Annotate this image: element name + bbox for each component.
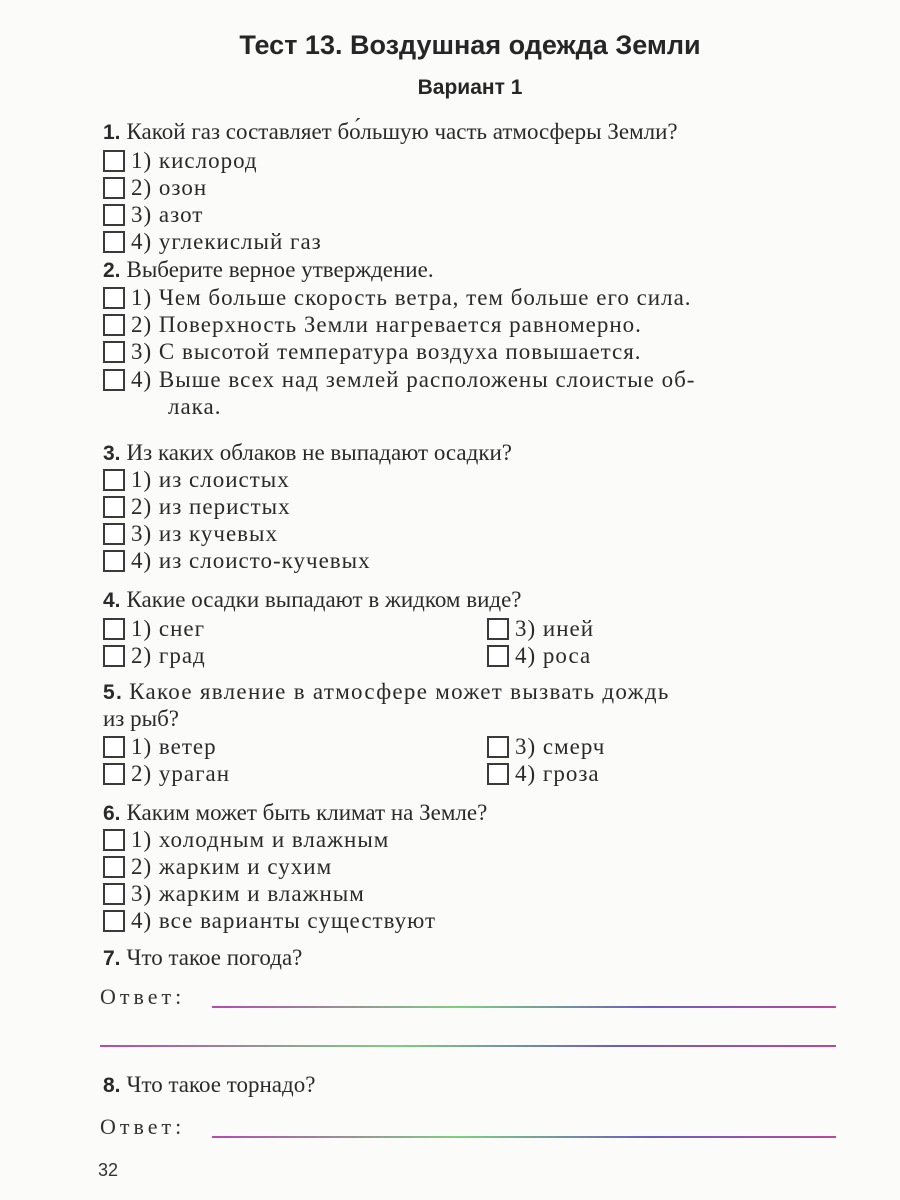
question-3	[103, 439, 512, 467]
option-4-2[interactable]	[103, 642, 206, 669]
checkbox[interactable]	[103, 231, 125, 253]
option-1-1[interactable]	[103, 147, 258, 174]
question-2	[103, 256, 434, 284]
question-8	[103, 1071, 315, 1099]
option-2-4[interactable]	[103, 366, 695, 393]
question-5	[103, 678, 670, 706]
checkbox[interactable]	[103, 645, 125, 667]
question-text: Какие осадки выпадают в жидком виде?	[126, 587, 522, 612]
option-2-3[interactable]	[103, 338, 642, 365]
option-2-1[interactable]	[103, 284, 692, 311]
option-label: 1) кислород	[131, 148, 258, 173]
option-4-3[interactable]	[487, 615, 594, 642]
question-number: 4.	[103, 589, 121, 612]
page-number: 32	[98, 1160, 119, 1180]
option-label: 3) из кучевых	[131, 521, 278, 546]
option-3-3[interactable]	[103, 520, 278, 547]
option-3-1[interactable]	[103, 466, 290, 493]
checkbox[interactable]	[103, 369, 125, 391]
checkbox[interactable]	[487, 618, 509, 640]
question-7	[103, 944, 302, 972]
checkbox[interactable]	[103, 829, 125, 851]
checkbox[interactable]	[103, 496, 125, 518]
option-5-1[interactable]	[103, 733, 217, 760]
question-number: 8.	[103, 1074, 121, 1097]
option-label: 3) азот	[131, 202, 204, 227]
checkbox[interactable]	[103, 150, 125, 172]
option-label: 3) смерч	[515, 734, 606, 759]
question-text: Какое явление в атмосфере может вызвать дождь	[129, 679, 670, 704]
option-1-2[interactable]	[103, 174, 207, 201]
option-label: 1) Чем больше скорость ветра, тем больше его сила.	[131, 285, 692, 310]
checkbox[interactable]	[103, 910, 125, 932]
checkbox[interactable]	[487, 736, 509, 758]
question-number: 6.	[103, 802, 121, 825]
question-4	[103, 586, 522, 614]
question-text: Из каких облаков не выпадают осадки?	[126, 440, 513, 465]
option-label: 2) из перистых	[131, 494, 291, 519]
answer-line-7[interactable]	[212, 1006, 836, 1008]
option-label: 4) все варианты существуют	[131, 908, 437, 933]
option-label: 4) углекислый газ	[131, 229, 322, 254]
checkbox[interactable]	[103, 204, 125, 226]
checkbox[interactable]	[103, 314, 125, 336]
question-number: 3.	[103, 442, 121, 465]
answer-line-8[interactable]	[212, 1136, 836, 1138]
option-label: 3) С высотой температура воздуха повышается.	[131, 339, 642, 364]
option-3-4[interactable]	[103, 547, 371, 574]
option-label: 1) ветер	[131, 734, 217, 759]
checkbox[interactable]	[103, 469, 125, 491]
option-label: 2) ураган	[131, 761, 231, 786]
option-label: 2) жарким и сухим	[131, 854, 333, 879]
question-number: 1.	[103, 121, 121, 144]
question-text: Какой газ составляет бо́льшую часть атмосферы Земли?	[126, 119, 678, 144]
question-text: Что такое торнадо?	[126, 1072, 316, 1097]
option-label: 3) иней	[515, 616, 595, 641]
option-label: 4) роса	[515, 643, 592, 668]
checkbox[interactable]	[103, 856, 125, 878]
question-text: Выберите верное утверждение.	[126, 257, 434, 282]
question-text-continued: из рыб?	[103, 706, 180, 731]
checkbox[interactable]	[103, 341, 125, 363]
option-label: 2) Поверхность Земли нагревается равномерно.	[131, 312, 642, 337]
answer-line-7b[interactable]	[100, 1045, 836, 1047]
option-label: 1) снег	[131, 616, 206, 641]
question-6	[103, 799, 487, 827]
question-number: 7.	[103, 947, 121, 970]
option-6-1[interactable]	[103, 826, 389, 853]
variant-heading: Вариант 1	[417, 76, 523, 99]
checkbox[interactable]	[487, 645, 509, 667]
test-title: Тест 13. Воздушная одежда Земли	[239, 30, 701, 60]
option-6-4[interactable]	[103, 907, 436, 934]
option-label: 2) град	[131, 643, 206, 668]
option-continuation: лака.	[168, 394, 222, 419]
answer-label-8: Ответ:	[100, 1114, 186, 1139]
option-5-3[interactable]	[487, 733, 605, 760]
option-3-2[interactable]	[103, 493, 291, 520]
option-1-3[interactable]	[103, 201, 203, 228]
option-label: 4) гроза	[515, 761, 600, 786]
option-5-4[interactable]	[487, 760, 600, 787]
option-label: 3) жарким и влажным	[131, 881, 365, 906]
question-number: 5.	[103, 681, 124, 704]
option-4-4[interactable]	[487, 642, 591, 669]
option-label: 4) Выше всех над землей расположены слоистые об-	[131, 367, 696, 392]
option-label: 2) озон	[131, 175, 208, 200]
option-6-3[interactable]	[103, 880, 365, 907]
checkbox[interactable]	[103, 736, 125, 758]
checkbox[interactable]	[103, 618, 125, 640]
option-label: 1) холодным и влажным	[131, 827, 390, 852]
question-number: 2.	[103, 259, 121, 282]
answer-label-7: Ответ:	[100, 984, 186, 1009]
option-2-2[interactable]	[103, 311, 642, 338]
question-text: Каким может быть климат на Земле?	[126, 800, 488, 825]
option-4-1[interactable]	[103, 615, 205, 642]
option-label: 1) из слоистых	[131, 467, 290, 492]
checkbox[interactable]	[487, 763, 509, 785]
option-5-2[interactable]	[103, 760, 230, 787]
checkbox[interactable]	[103, 523, 125, 545]
option-label: 4) из слоисто-кучевых	[131, 548, 371, 573]
checkbox[interactable]	[103, 177, 125, 199]
option-1-4[interactable]	[103, 228, 322, 255]
checkbox[interactable]	[103, 883, 125, 905]
question-text: Что такое погода?	[126, 945, 303, 970]
checkbox[interactable]	[103, 763, 125, 785]
checkbox[interactable]	[103, 287, 125, 309]
option-6-2[interactable]	[103, 853, 332, 880]
question-1	[103, 118, 678, 146]
checkbox[interactable]	[103, 550, 125, 572]
